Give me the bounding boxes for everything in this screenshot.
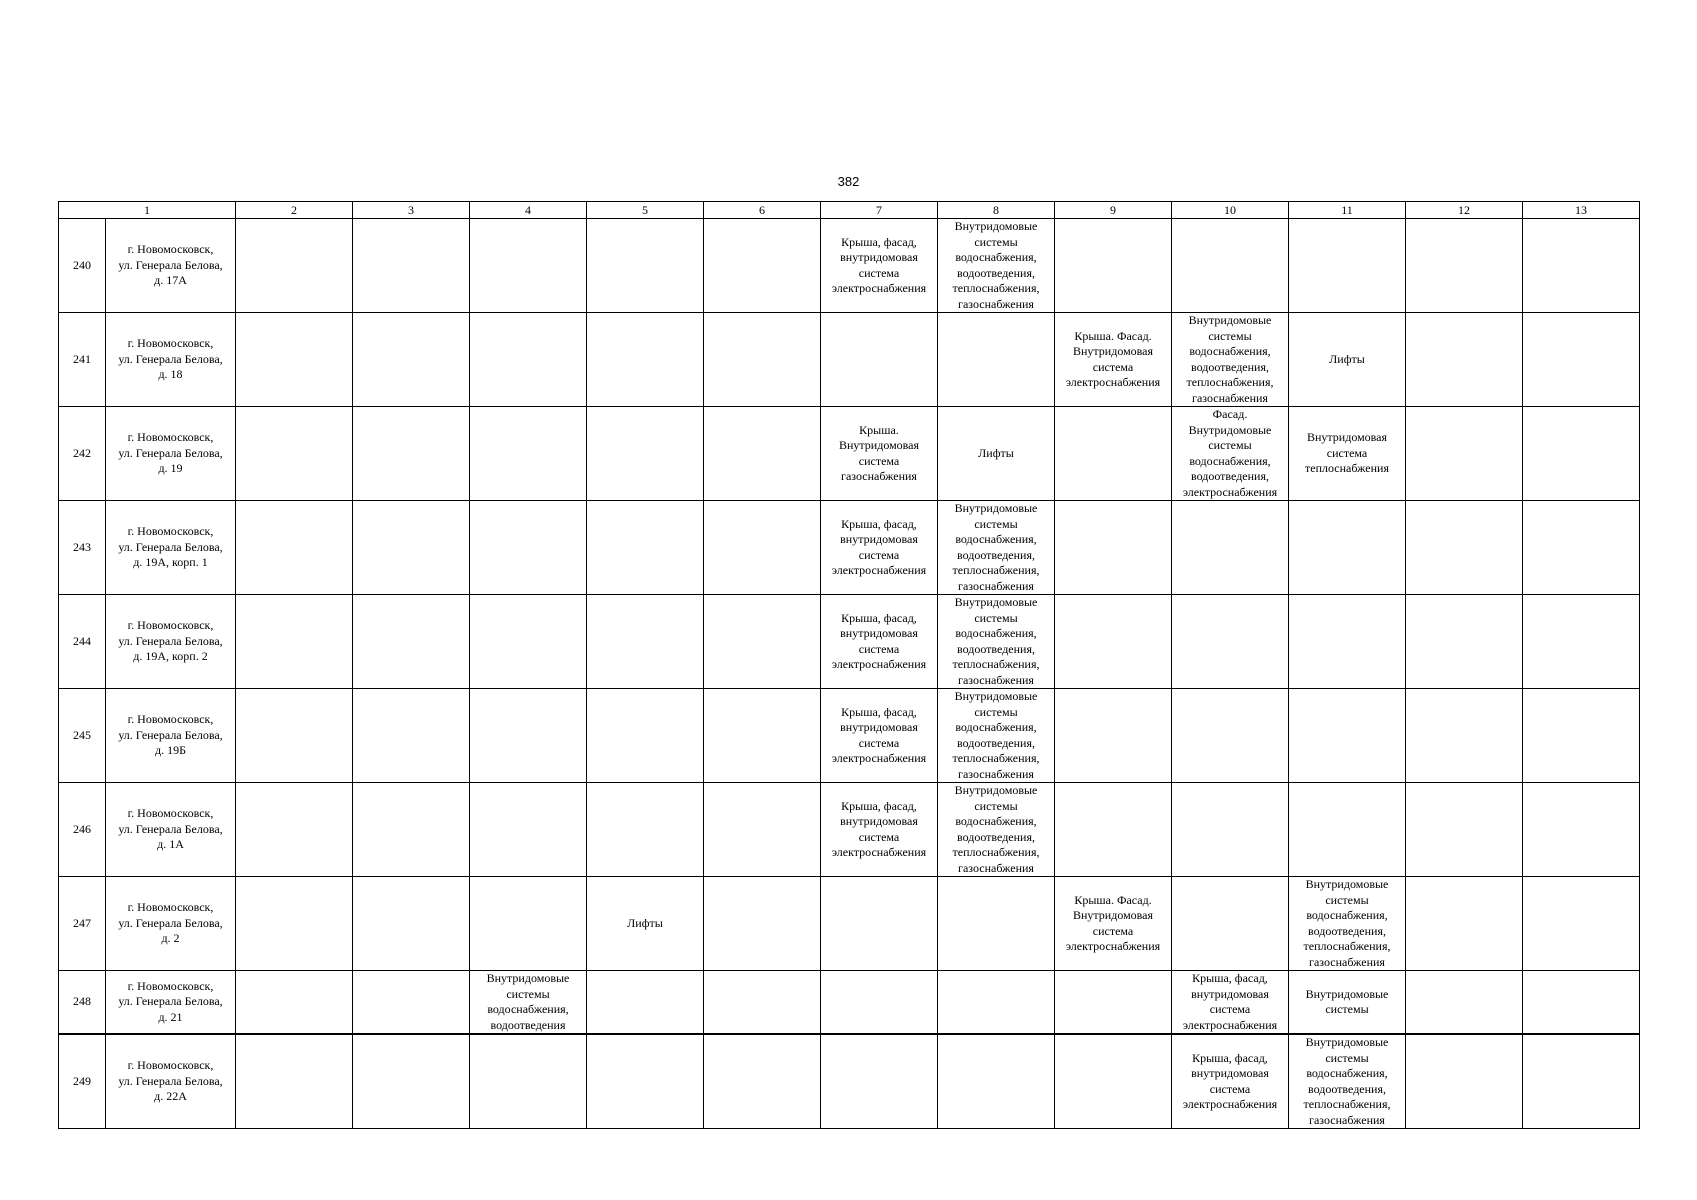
work-cell-col-12: [1406, 971, 1523, 1035]
work-text: Крыша. Фасад. Внутридомовая система электроснабжения: [1065, 328, 1161, 389]
work-cell-col-9: [1055, 219, 1172, 313]
work-text: Внутридомовые системы водоснабжения, водоотведения, теплоснабжения, газоснабжения: [952, 689, 1040, 781]
work-cell-col-10: [1172, 595, 1289, 689]
address-cell: [106, 501, 236, 595]
work-cell-col-11: [1289, 971, 1406, 1035]
work-cell-col-3: [353, 313, 470, 407]
column-header: 8: [938, 202, 1055, 219]
address-text: г. Новомосковск, ул. Генерала Белова, д. 21: [118, 978, 223, 1024]
work-cell-col-11: [1289, 877, 1406, 971]
work-cell-col-11: [1289, 689, 1406, 783]
work-cell-col-6: [704, 689, 821, 783]
work-cell-col-12: [1406, 1034, 1523, 1129]
column-header: 3: [353, 202, 470, 219]
work-text: Крыша, фасад, внутридомовая система электроснабжения: [831, 516, 927, 577]
work-cell-col-2: [236, 407, 353, 501]
work-cell-col-7: [821, 595, 938, 689]
work-cell-col-6: [704, 219, 821, 313]
row-number: 249: [59, 1034, 106, 1129]
work-cell-col-6: [704, 407, 821, 501]
work-text: Крыша, фасад, внутридомовая система электроснабжения: [1182, 971, 1278, 1032]
address-text: г. Новомосковск, ул. Генерала Белова, д. 18: [118, 336, 223, 382]
table-row: [59, 501, 1640, 595]
work-cell-col-2: [236, 219, 353, 313]
column-header: 1: [59, 202, 236, 219]
work-text: Крыша, фасад, внутридомовая система электроснабжения: [831, 610, 927, 671]
address-cell: [106, 313, 236, 407]
work-cell-col-2: [236, 971, 353, 1035]
work-cell-col-10: [1172, 219, 1289, 313]
work-cell-col-8: [938, 407, 1055, 501]
work-cell-col-2: [236, 501, 353, 595]
work-cell-col-4: [470, 1034, 587, 1129]
work-cell-col-13: [1523, 407, 1640, 501]
column-header: 10: [1172, 202, 1289, 219]
work-cell-col-7: [821, 689, 938, 783]
row-number: 246: [59, 783, 106, 877]
row-number: 242: [59, 407, 106, 501]
address-cell: [106, 689, 236, 783]
work-cell-col-2: [236, 689, 353, 783]
work-cell-col-8: [938, 783, 1055, 877]
header-row: [59, 202, 1640, 219]
work-cell-col-13: [1523, 219, 1640, 313]
work-cell-col-2: [236, 1034, 353, 1129]
work-text: Внутридомовые системы водоснабжения, водоотведения, теплоснабжения, газоснабжения: [952, 219, 1040, 311]
work-text: Лифты: [1329, 351, 1365, 366]
work-cell-col-7: [821, 877, 938, 971]
column-header: 6: [704, 202, 821, 219]
address-cell: [106, 595, 236, 689]
work-text: Крыша. Фасад. Внутридомовая система электроснабжения: [1065, 892, 1161, 953]
work-cell-col-4: [470, 501, 587, 595]
table-row: [59, 689, 1640, 783]
work-text: Внутридомовая система теплоснабжения: [1305, 430, 1389, 476]
work-cell-col-13: [1523, 501, 1640, 595]
work-cell-col-8: [938, 595, 1055, 689]
column-header: 2: [236, 202, 353, 219]
work-cell-col-10: [1172, 407, 1289, 501]
column-header: 4: [470, 202, 587, 219]
table-row: [59, 783, 1640, 877]
work-cell-col-7: [821, 219, 938, 313]
work-cell-col-6: [704, 783, 821, 877]
work-cell-col-5: [587, 407, 704, 501]
work-cell-col-12: [1406, 783, 1523, 877]
work-cell-col-11: [1289, 1034, 1406, 1129]
address-cell: [106, 407, 236, 501]
work-cell-col-4: [470, 407, 587, 501]
work-text: Крыша, фасад, внутридомовая система электроснабжения: [1182, 1050, 1278, 1111]
work-cell-col-8: [938, 1034, 1055, 1129]
work-cell-col-6: [704, 877, 821, 971]
work-cell-col-5: [587, 689, 704, 783]
row-number: 247: [59, 877, 106, 971]
work-cell-col-9: [1055, 783, 1172, 877]
work-cell-col-13: [1523, 971, 1640, 1035]
work-cell-col-9: [1055, 501, 1172, 595]
work-cell-col-3: [353, 407, 470, 501]
work-text: Внутридомовые системы водоснабжения, водоотведения, теплоснабжения, газоснабжения: [1303, 1035, 1391, 1127]
work-text: Крыша, фасад, внутридомовая система электроснабжения: [831, 704, 927, 765]
column-header: 9: [1055, 202, 1172, 219]
work-cell-col-10: [1172, 971, 1289, 1035]
address-text: г. Новомосковск, ул. Генерала Белова, д. 2: [118, 900, 223, 946]
row-number: 243: [59, 501, 106, 595]
work-cell-col-5: [587, 501, 704, 595]
table-row: [59, 313, 1640, 407]
work-text: Лифты: [627, 915, 663, 930]
address-text: г. Новомосковск, ул. Генерала Белова, д. 19Б: [118, 712, 223, 758]
work-text: Крыша, фасад, внутридомовая система электроснабжения: [831, 798, 927, 859]
work-cell-col-2: [236, 313, 353, 407]
table-row: [59, 971, 1640, 1035]
work-cell-col-13: [1523, 689, 1640, 783]
work-cell-col-2: [236, 877, 353, 971]
work-cell-col-3: [353, 1034, 470, 1129]
work-cell-col-2: [236, 783, 353, 877]
work-cell-col-5: [587, 313, 704, 407]
work-cell-col-11: [1289, 501, 1406, 595]
column-header: 11: [1289, 202, 1406, 219]
work-text: Лифты: [978, 445, 1014, 460]
work-cell-col-3: [353, 219, 470, 313]
row-number: 245: [59, 689, 106, 783]
column-header: 7: [821, 202, 938, 219]
work-cell-col-3: [353, 877, 470, 971]
work-text: Внутридомовые системы водоснабжения, водоотведения, теплоснабжения, газоснабжения: [952, 783, 1040, 875]
work-cell-col-13: [1523, 313, 1640, 407]
work-cell-col-4: [470, 971, 587, 1035]
work-cell-col-2: [236, 595, 353, 689]
work-cell-col-6: [704, 595, 821, 689]
work-cell-col-6: [704, 501, 821, 595]
work-cell-col-7: [821, 407, 938, 501]
work-cell-col-9: [1055, 971, 1172, 1035]
row-number: 240: [59, 219, 106, 313]
work-cell-col-12: [1406, 689, 1523, 783]
work-cell-col-6: [704, 313, 821, 407]
work-text: Крыша, фасад, внутридомовая система электроснабжения: [831, 234, 927, 295]
work-cell-col-5: [587, 219, 704, 313]
page-number: 382: [837, 174, 860, 189]
work-text: Внутридомовые системы водоснабжения, водоотведения, теплоснабжения, газоснабжения: [952, 501, 1040, 593]
work-cell-col-4: [470, 595, 587, 689]
address-cell: [106, 1034, 236, 1129]
row-number: 241: [59, 313, 106, 407]
work-cell-col-10: [1172, 877, 1289, 971]
work-cell-col-13: [1523, 877, 1640, 971]
work-cell-col-9: [1055, 1034, 1172, 1129]
work-cell-col-9: [1055, 689, 1172, 783]
work-cell-col-9: [1055, 595, 1172, 689]
address-text: г. Новомосковск, ул. Генерала Белова, д. 22А: [118, 1058, 223, 1104]
row-number: 244: [59, 595, 106, 689]
table-row: [59, 877, 1640, 971]
address-cell: [106, 971, 236, 1035]
work-text: Внутридомовые системы водоснабжения, водоотведения, теплоснабжения, газоснабжения: [952, 595, 1040, 687]
work-cell-col-12: [1406, 219, 1523, 313]
work-text: Фасад. Внутридомовые системы водоснабжения, водоотведения, электроснабжения: [1182, 407, 1278, 499]
work-cell-col-5: [587, 1034, 704, 1129]
work-cell-col-7: [821, 1034, 938, 1129]
work-cell-col-12: [1406, 313, 1523, 407]
work-cell-col-3: [353, 689, 470, 783]
work-cell-col-8: [938, 313, 1055, 407]
column-header: 12: [1406, 202, 1523, 219]
work-cell-col-11: [1289, 407, 1406, 501]
work-cell-col-9: [1055, 877, 1172, 971]
work-cell-col-11: [1289, 783, 1406, 877]
table-row: [59, 1034, 1640, 1129]
column-header: 5: [587, 202, 704, 219]
address-text: г. Новомосковск, ул. Генерала Белова, д. 19А, корп. 2: [118, 618, 223, 664]
work-cell-col-3: [353, 783, 470, 877]
work-cell-col-8: [938, 501, 1055, 595]
work-cell-col-4: [470, 783, 587, 877]
work-cell-col-7: [821, 313, 938, 407]
work-cell-col-6: [704, 971, 821, 1035]
work-cell-col-7: [821, 971, 938, 1035]
work-cell-col-5: [587, 877, 704, 971]
work-text: Внутридомовые системы водоснабжения, водоотведения: [486, 971, 570, 1032]
work-cell-col-12: [1406, 595, 1523, 689]
work-cell-col-8: [938, 219, 1055, 313]
work-cell-col-10: [1172, 689, 1289, 783]
address-text: г. Новомосковск, ул. Генерала Белова, д. 19А, корп. 1: [118, 524, 223, 570]
work-cell-col-12: [1406, 407, 1523, 501]
work-cell-col-5: [587, 971, 704, 1035]
work-cell-col-4: [470, 877, 587, 971]
work-cell-col-10: [1172, 313, 1289, 407]
repair-schedule-table: [58, 201, 1640, 1129]
table-body: [59, 219, 1640, 1129]
work-text: Внутридомовые системы водоснабжения, водоотведения, теплоснабжения, газоснабжения: [1303, 877, 1391, 969]
address-text: г. Новомосковск, ул. Генерала Белова, д. 1А: [118, 806, 223, 852]
work-cell-col-5: [587, 783, 704, 877]
table-row: [59, 595, 1640, 689]
work-cell-col-7: [821, 501, 938, 595]
work-cell-col-9: [1055, 313, 1172, 407]
work-cell-col-10: [1172, 1034, 1289, 1129]
table-row: [59, 407, 1640, 501]
work-cell-col-11: [1289, 219, 1406, 313]
work-cell-col-9: [1055, 407, 1172, 501]
row-number: 248: [59, 971, 106, 1035]
work-cell-col-3: [353, 595, 470, 689]
address-cell: [106, 783, 236, 877]
table-header: [59, 202, 1640, 219]
work-text: Внутридомовые системы: [1305, 986, 1389, 1016]
work-cell-col-13: [1523, 783, 1640, 877]
work-cell-col-11: [1289, 595, 1406, 689]
work-cell-col-13: [1523, 1034, 1640, 1129]
work-cell-col-10: [1172, 783, 1289, 877]
column-header: 13: [1523, 202, 1640, 219]
work-text: Внутридомовые системы водоснабжения, водоотведения, теплоснабжения, газоснабжения: [1186, 313, 1274, 405]
work-cell-col-13: [1523, 595, 1640, 689]
work-cell-col-8: [938, 689, 1055, 783]
work-cell-col-4: [470, 689, 587, 783]
address-text: г. Новомосковск, ул. Генерала Белова, д. 17А: [118, 242, 223, 288]
work-cell-col-8: [938, 877, 1055, 971]
work-cell-col-7: [821, 783, 938, 877]
address-cell: [106, 219, 236, 313]
work-cell-col-3: [353, 971, 470, 1035]
table-row: [59, 219, 1640, 313]
work-cell-col-3: [353, 501, 470, 595]
work-cell-col-6: [704, 1034, 821, 1129]
work-cell-col-12: [1406, 877, 1523, 971]
work-cell-col-8: [938, 971, 1055, 1035]
work-cell-col-4: [470, 219, 587, 313]
work-cell-col-10: [1172, 501, 1289, 595]
work-text: Крыша. Внутридомовая система газоснабжения: [838, 422, 920, 483]
address-text: г. Новомосковск, ул. Генерала Белова, д. 19: [118, 430, 223, 476]
work-cell-col-11: [1289, 313, 1406, 407]
work-cell-col-4: [470, 313, 587, 407]
work-cell-col-12: [1406, 501, 1523, 595]
work-cell-col-5: [587, 595, 704, 689]
address-cell: [106, 877, 236, 971]
